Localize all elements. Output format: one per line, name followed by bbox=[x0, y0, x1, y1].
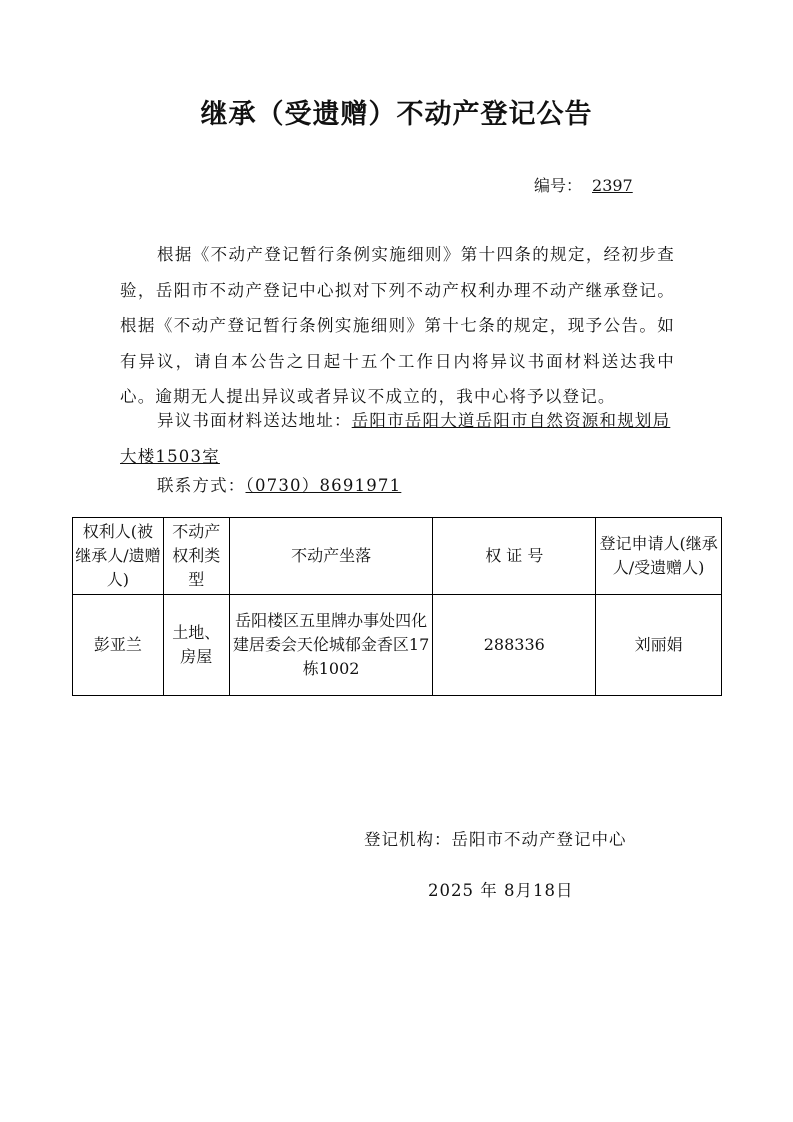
cell-cert-no: 288336 bbox=[433, 595, 596, 696]
contact-info bbox=[157, 472, 401, 496]
header-cert-no: 权 证 号 bbox=[433, 518, 596, 595]
contact-label: 联系方式： bbox=[157, 476, 246, 495]
notice-date: 2025 年 8月18日 bbox=[428, 881, 574, 900]
cell-right-type: 土地、房屋 bbox=[163, 595, 229, 696]
header-right-type: 不动产权利类型 bbox=[163, 518, 229, 595]
table-header-row bbox=[73, 518, 722, 595]
property-table bbox=[72, 517, 722, 696]
address-value: 岳阳市岳阳大道岳阳市自然资源和规划局大楼1503室 bbox=[120, 411, 671, 466]
cell-location: 岳阳楼区五里牌办事处四化建居委会天伦城郁金香区17栋1002 bbox=[229, 595, 433, 696]
serial-label: 编号： bbox=[534, 176, 583, 195]
objection-address bbox=[120, 403, 675, 474]
serial-value: 2397 bbox=[592, 176, 633, 195]
address-label: 异议书面材料送达地址： bbox=[157, 411, 352, 430]
contact-value: （0730）8691971 bbox=[245, 476, 402, 495]
cell-owner: 彭亚兰 bbox=[73, 595, 164, 696]
registration-org: 登记机构：岳阳市不动产登记中心 bbox=[364, 830, 627, 849]
notice-title: 继承（受遗赠）不动产登记公告 bbox=[200, 99, 593, 130]
serial-number bbox=[534, 173, 633, 196]
table-row bbox=[73, 595, 722, 696]
notice-body: 根据《不动产登记暂行条例实施细则》第十四条的规定，经初步查验，岳阳市不动产登记中心拟对下列不动产权利办理不动产继承登记。根据《不动产登记暂行条例实施细则》第十七条的规定，现予公告。如有异议，请自本公告之日起十五个工作日内将异议书面材料送达我中心。逾期无人提出异议或者异议不成立的，我中心将予以登记。 bbox=[120, 245, 675, 406]
header-location: 不动产坐落 bbox=[229, 518, 433, 595]
header-owner: 权利人(被继承人/遗赠人) bbox=[73, 518, 164, 595]
cell-applicant: 刘丽娟 bbox=[596, 595, 722, 696]
header-applicant: 登记申请人(继承人/受遗赠人) bbox=[596, 518, 722, 595]
